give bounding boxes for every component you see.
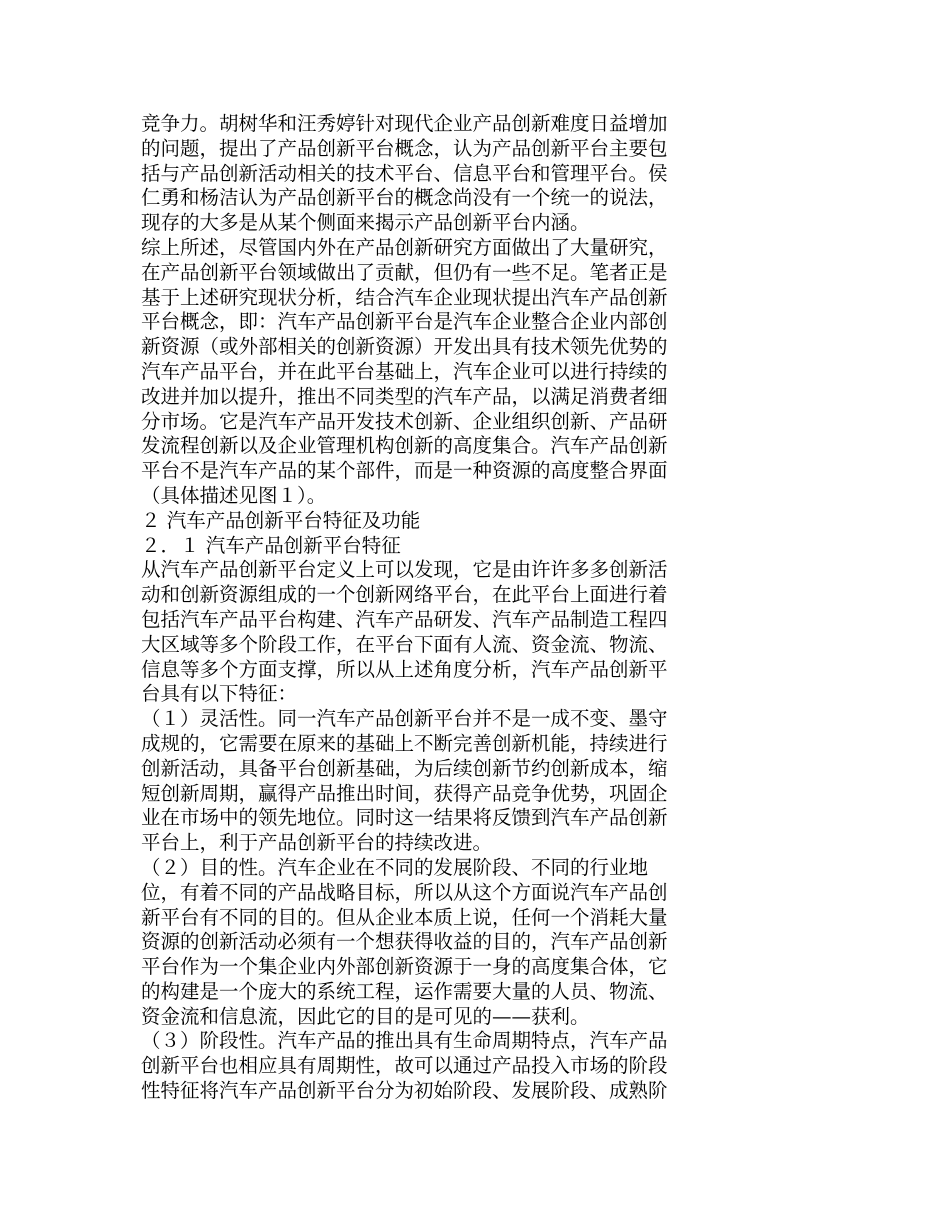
text-line: 分市场。它是汽车产品开发技术创新、企业组织创新、产品研 bbox=[141, 409, 668, 433]
text-line: ２．１ 汽车产品创新平台特征 bbox=[141, 533, 401, 557]
text-line: 创新平台也相应具有周期性，故可以通过产品投入市场的阶段 bbox=[141, 1054, 668, 1078]
text-line: 括与产品创新活动相关的技术平台、信息平台和管理平台。侯 bbox=[141, 161, 668, 185]
text-line: 新平台有不同的目的。但从企业本质上说，任何一个消耗大量 bbox=[141, 905, 668, 929]
text-line: 动和创新资源组成的一个创新网络平台，在此平台上面进行着 bbox=[141, 583, 668, 607]
text-line: 短创新周期，赢得产品推出时间，获得产品竞争优势，巩固企 bbox=[141, 781, 668, 805]
text-line: 性特征将汽车产品创新平台分为初始阶段、发展阶段、成熟阶 bbox=[141, 1079, 668, 1103]
text-line: 现存的大多是从某个侧面来揭示产品创新平台内涵。 bbox=[141, 211, 590, 235]
text-line: 的构建是一个庞大的系统工程，运作需要大量的人员、物流、 bbox=[141, 979, 668, 1003]
text-line: （３）阶段性。汽车产品的推出具有生命周期特点，汽车产品 bbox=[141, 1029, 668, 1053]
text-line: 业在市场中的领先地位。同时这一结果将反馈到汽车产品创新 bbox=[141, 806, 668, 830]
text-line: 创新活动，具备平台创新基础，为后续创新节约创新成本，缩 bbox=[141, 756, 668, 780]
text-line: 包括汽车产品平台构建、汽车产品研发、汽车产品制造工程四 bbox=[141, 607, 668, 631]
text-line: 的问题，提出了产品创新平台概念，认为产品创新平台主要包 bbox=[141, 136, 668, 160]
text-line: 台具有以下特征： bbox=[141, 682, 298, 706]
text-line: 发流程创新以及企业管理机构创新的高度集合。汽车产品创新 bbox=[141, 434, 668, 458]
text-line: （具体描述见图１）。 bbox=[141, 483, 327, 507]
text-line: 基于上述研究现状分析，结合汽车企业现状提出汽车产品创新 bbox=[141, 285, 668, 309]
text-line: 资金流和信息流，因此它的目的是可见的——获利。 bbox=[141, 1004, 590, 1028]
text-line: 汽车产品平台，并在此平台基础上，汽车企业可以进行持续的 bbox=[141, 359, 668, 383]
text-line: （１）灵活性。同一汽车产品创新平台并不是一成不变、墨守 bbox=[141, 707, 668, 731]
text-line: （２）目的性。汽车企业在不同的发展阶段、不同的行业地 bbox=[141, 855, 649, 879]
text-line: 平台上，利于产品创新平台的持续改进。 bbox=[141, 831, 493, 855]
text-line: ２ 汽车产品创新平台特征及功能 bbox=[141, 508, 421, 532]
text-line: 平台概念，即：汽车产品创新平台是汽车企业整合企业内部创 bbox=[141, 310, 668, 334]
text-line: 信息等多个方面支撑，所以从上述角度分析，汽车产品创新平 bbox=[141, 657, 668, 681]
text-line: 位，有着不同的产品战略目标，所以从这个方面说汽车产品创 bbox=[141, 880, 668, 904]
body-text bbox=[141, 112, 731, 1104]
text-line: 改进并加以提升，推出不同类型的汽车产品，以满足消费者细 bbox=[141, 384, 668, 408]
text-line: 从汽车产品创新平台定义上可以发现，它是由许许多多创新活 bbox=[141, 558, 668, 582]
text-line: 综上所述，尽管国内外在产品创新研究方面做出了大量研究， bbox=[141, 235, 668, 259]
text-line: 竞争力。胡树华和汪秀婷针对现代企业产品创新难度日益增加 bbox=[141, 112, 668, 135]
text-line: 成规的，它需要在原来的基础上不断完善创新机能，持续进行 bbox=[141, 731, 668, 755]
text-line: 新资源（或外部相关的创新资源）开发出具有技术领先优势的 bbox=[141, 335, 668, 359]
text-line: 仁勇和杨洁认为产品创新平台的概念尚没有一个统一的说法， bbox=[141, 186, 668, 210]
text-line: 平台不是汽车产品的某个部件，而是一种资源的高度整合界面 bbox=[141, 459, 668, 483]
text-line: 在产品创新平台领域做出了贡献，但仍有一些不足。笔者正是 bbox=[141, 260, 668, 284]
text-line: 平台作为一个集企业内外部创新资源于一身的高度集合体，它 bbox=[141, 955, 668, 979]
text-line: 大区域等多个阶段工作，在平台下面有人流、资金流、物流、 bbox=[141, 632, 668, 656]
text-line: 资源的创新活动必须有一个想获得收益的目的，汽车产品创新 bbox=[141, 930, 668, 954]
